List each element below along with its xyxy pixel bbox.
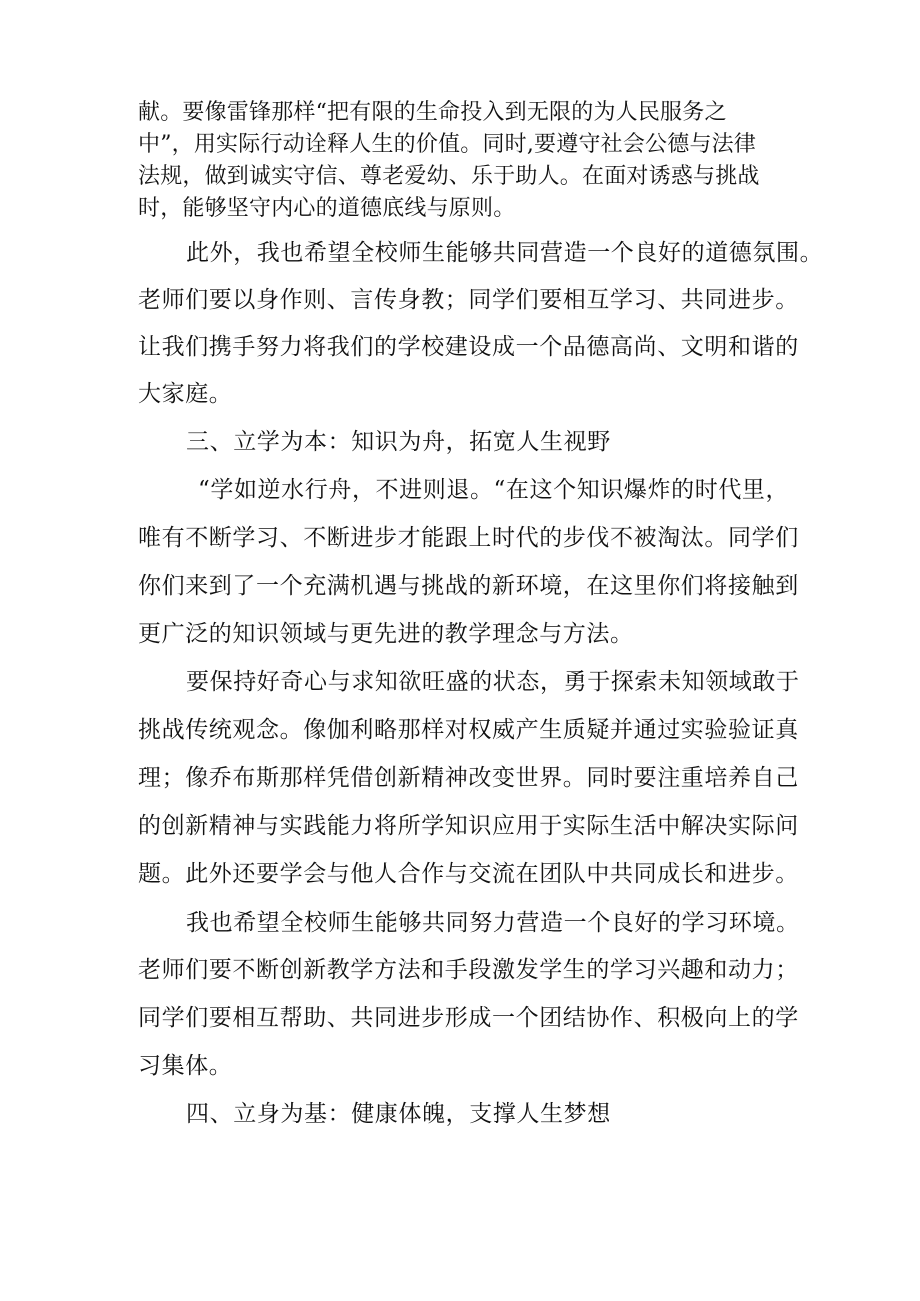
paragraph-3-line-1: “学如逆水行舟，不进则退。“在这个知识爆炸的时代里，	[198, 477, 790, 503]
paragraph-2-line-1: 此外，我也希望全校师生能够共同营造一个良好的道德氛围。	[186, 240, 824, 266]
paragraph-1-line-4: 时，能够坚守内心的道德底线与原则。	[138, 196, 516, 221]
paragraph-4-line-5: 题。此外还要学会与他人合作与交流在团队中共同成长和进步。	[138, 861, 799, 887]
paragraph-3-line-2: 唯有不断学习、不断进步才能跟上时代的步伐不被淘汰。同学们	[138, 525, 799, 551]
paragraph-3-line-3: 你们来到了一个充满机遇与挑战的新环境，在这里你们将接触到	[138, 573, 799, 599]
paragraph-5-line-2: 老师们要不断创新教学方法和手段激发学生的学习兴趣和动力；	[138, 957, 799, 983]
paragraph-4-line-2: 挑战传统观念。像伽利略那样对权威产生质疑并通过实验验证真	[138, 717, 799, 743]
paragraph-1-line-2: 中”，用实际行动诠释人生的价值。同时,要遵守社会公德与法律	[138, 132, 757, 157]
paragraph-4-line-1: 要保持好奇心与求知欲旺盛的状态，勇于探索未知领域敢于	[186, 669, 800, 695]
paragraph-4-line-3: 理；像乔布斯那样凭借创新精神改变世界。同时要注重培养自己	[138, 765, 799, 791]
paragraph-2-line-4: 大家庭。	[138, 381, 233, 407]
paragraph-4-line-4: 的创新精神与实践能力将所学知识应用于实际生活中解决实际问	[138, 813, 799, 839]
section-3-heading: 三、立学为本：知识为舟，拓宽人生视野	[186, 429, 611, 455]
paragraph-2-line-2: 老师们要以身作则、言传身教；同学们要相互学习、共同进步。	[138, 287, 799, 313]
paragraph-2-line-3: 让我们携手努力将我们的学校建设成一个品德高尚、文明和谐的	[138, 334, 799, 360]
paragraph-5-line-4: 习集体。	[138, 1053, 233, 1079]
paragraph-1-line-1: 献。要像雷锋那样“把有限的生命投入到无限的为人民服务之	[138, 100, 727, 125]
paragraph-3-line-4: 更广泛的知识领域与更先进的教学理念与方法。	[138, 621, 634, 647]
paragraph-5-line-3: 同学们要相互帮助、共同进步形成一个团结协作、积极向上的学	[138, 1005, 799, 1031]
paragraph-1-line-3: 法规，做到诚实守信、尊老爱幼、乐于助人。在面对诱惑与挑战	[138, 164, 760, 189]
paragraph-5-line-1: 我也希望全校师生能够共同努力营造一个良好的学习环境。	[186, 910, 800, 936]
section-4-heading: 四、立身为基：健康体魄，支撑人生梦想	[186, 1101, 611, 1127]
